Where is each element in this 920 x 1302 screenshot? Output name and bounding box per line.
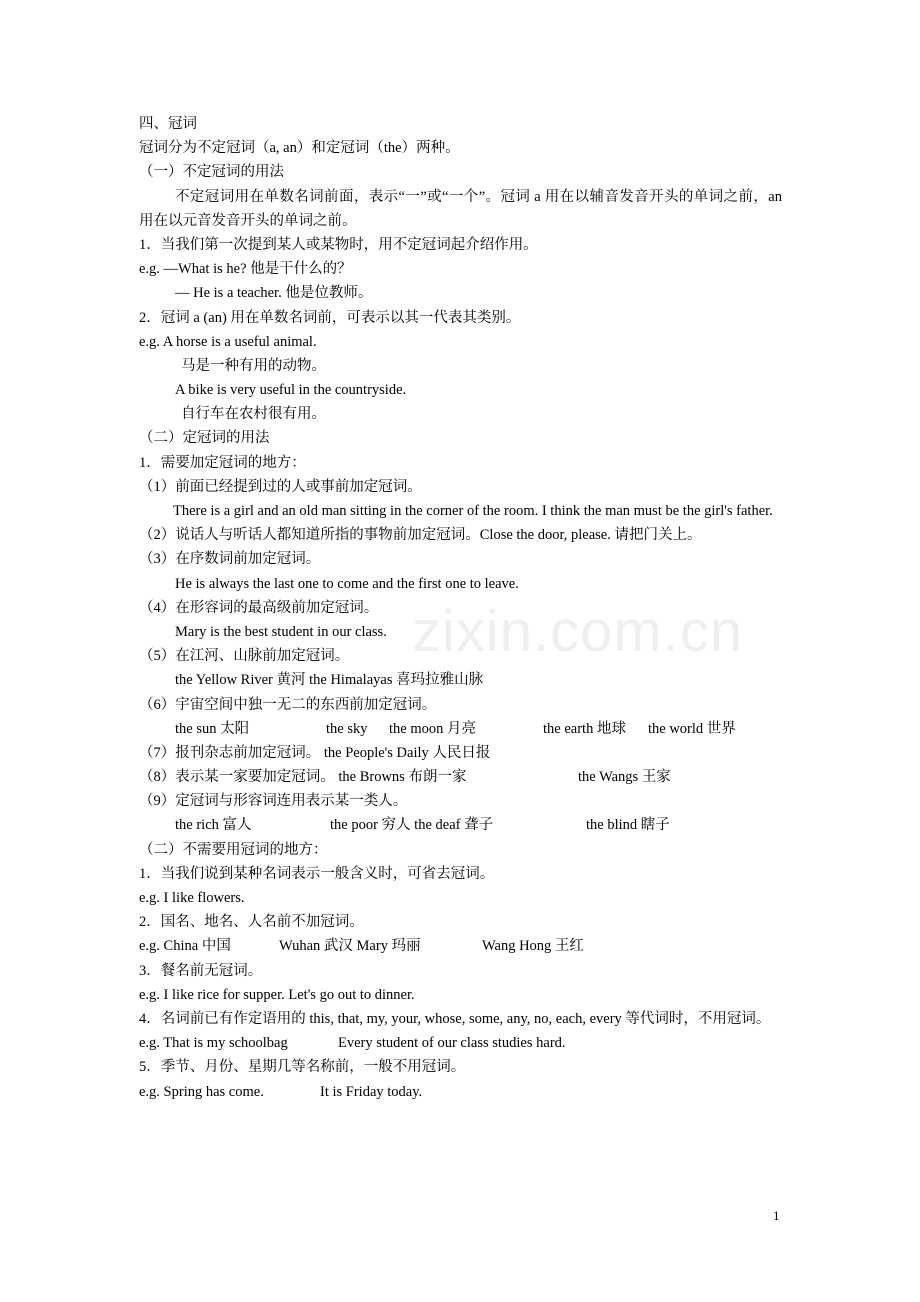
rule-item: 1．当我们第一次提到某人或某物时，用不定冠词起介绍作用。 (139, 236, 538, 253)
example-segment: the blind 瞎子 (586, 817, 670, 834)
rule-subitem: （4）在形容词的最高级前加定冠词。 (139, 599, 379, 616)
rule-subitem: （5）在江河、山脉前加定冠词。 (139, 648, 350, 665)
subsection-heading: （一）不定冠词的用法 (139, 164, 284, 181)
example-segment: Every student of our class studies hard. (338, 1035, 566, 1052)
example-line: Mary is the best student in our class. (175, 623, 387, 640)
example-segment: Wuhan 武汉 Mary 玛丽 (279, 938, 421, 955)
example-segment: e.g. China 中国 (139, 938, 231, 955)
example-segment: the sun 太阳 (175, 720, 250, 737)
text-line: 冠词分为不定冠词（a, an）和定冠词（the）两种。 (139, 140, 460, 157)
example-segment: e.g. That is my schoolbag (139, 1035, 288, 1052)
example-line: e.g. —What is he? 他是干什么的？ (139, 261, 352, 278)
example-line: — He is a teacher. 他是位教师。 (175, 285, 373, 302)
example-line (139, 1031, 782, 1055)
rule-subitem: （9）定冠词与形容词连用表示某一类人。 (139, 793, 408, 810)
rule-subitem: （3）在序数词前加定冠词。 (139, 551, 321, 568)
example-line: A bike is very useful in the countryside. (175, 382, 407, 399)
document-body (139, 112, 782, 1104)
rule-segment: the Wangs 王家 (578, 769, 671, 786)
paragraph-text: 不定冠词用在单数名词前面，表示“一”或“一个”。冠词 a 用在以辅音发音开头的单词之前，an 用在以元音发音开头的单词之前。 (139, 188, 782, 229)
example-paragraph (139, 499, 782, 523)
paragraph (139, 185, 782, 233)
example-segment: the moon 月亮 (389, 720, 476, 737)
rule-item: 2．国名、地名、人名前不加冠词。 (139, 914, 364, 931)
page-number: 1 (773, 1208, 780, 1223)
watermark: zixin.com.cn (412, 599, 744, 664)
example-segment: the world 世界 (648, 720, 736, 737)
example-segment: It is Friday today. (320, 1083, 423, 1100)
rule-item: 5．季节、月份、星期几等名称前，一般不用冠词。 (139, 1059, 466, 1076)
rule-subitem (139, 765, 782, 789)
example-line: the Yellow River 黄河 the Himalayas 喜玛拉雅山脉 (175, 672, 484, 689)
rule-item: 3．餐名前无冠词。 (139, 962, 263, 979)
example-line: e.g. I like rice for supper. Let's go out to dinner. (139, 986, 415, 1003)
rule-item: 1．需要加定冠词的地方： (139, 454, 306, 471)
example-line (139, 1080, 782, 1104)
example-segment: Wang Hong 王红 (482, 938, 584, 955)
subsection-heading: （二）定冠词的用法 (139, 430, 270, 447)
rule-item: 2．冠词 a (an) 用在单数名词前，可表示以其一代表其类别。 (139, 309, 521, 326)
rule-subitem: （1）前面已经提到过的人或事前加定冠词。 (139, 478, 422, 495)
rule-segment: （8）表示某一家要加定冠词。 the Browns 布朗一家 (139, 769, 467, 786)
example-text: There is a girl and an old man sitting in the corner of the room. I think the man must be the girl's father. (173, 503, 773, 520)
subsection-heading: （二）不需要用冠词的地方： (139, 841, 328, 858)
example-segment: e.g. Spring has come. (139, 1083, 264, 1100)
rule-item: 1．当我们说到某种名词表示一般含义时，可省去冠词。 (139, 865, 495, 882)
rule-subitem: （2）说话人与听话人都知道所指的事物前加定冠词。Close the door, please. 请把门关上。 (139, 527, 702, 544)
example-segment: the rich 富人 (175, 817, 252, 834)
example-segment: the earth 地球 (543, 720, 626, 737)
rule-item (139, 1007, 782, 1031)
example-line (139, 934, 782, 958)
translation-line: 马是一种有用的动物。 (181, 357, 326, 374)
example-line (139, 717, 782, 741)
rule-subitem: （7）报刊杂志前加定冠词。 the People's Daily 人民日报 (139, 744, 491, 761)
rule-text: 4．名词前已有作定语用的 this, that, my, your, whose, some, any, no, each, every 等代词时，不用冠词。 (139, 1010, 771, 1027)
example-line: e.g. I like flowers. (139, 890, 245, 907)
example-segment: the sky (326, 720, 368, 737)
example-line: He is always the last one to come and the first one to leave. (175, 575, 519, 592)
example-line (139, 813, 782, 837)
example-segment: the poor 穷人 the deaf 聋子 (330, 817, 494, 834)
section-heading: 四、冠词 (139, 116, 197, 132)
rule-subitem: （6）宇宙空间中独一无二的东西前加定冠词。 (139, 696, 437, 713)
translation-line: 自行车在农村很有用。 (181, 406, 326, 423)
example-line: e.g. A horse is a useful animal. (139, 333, 317, 350)
